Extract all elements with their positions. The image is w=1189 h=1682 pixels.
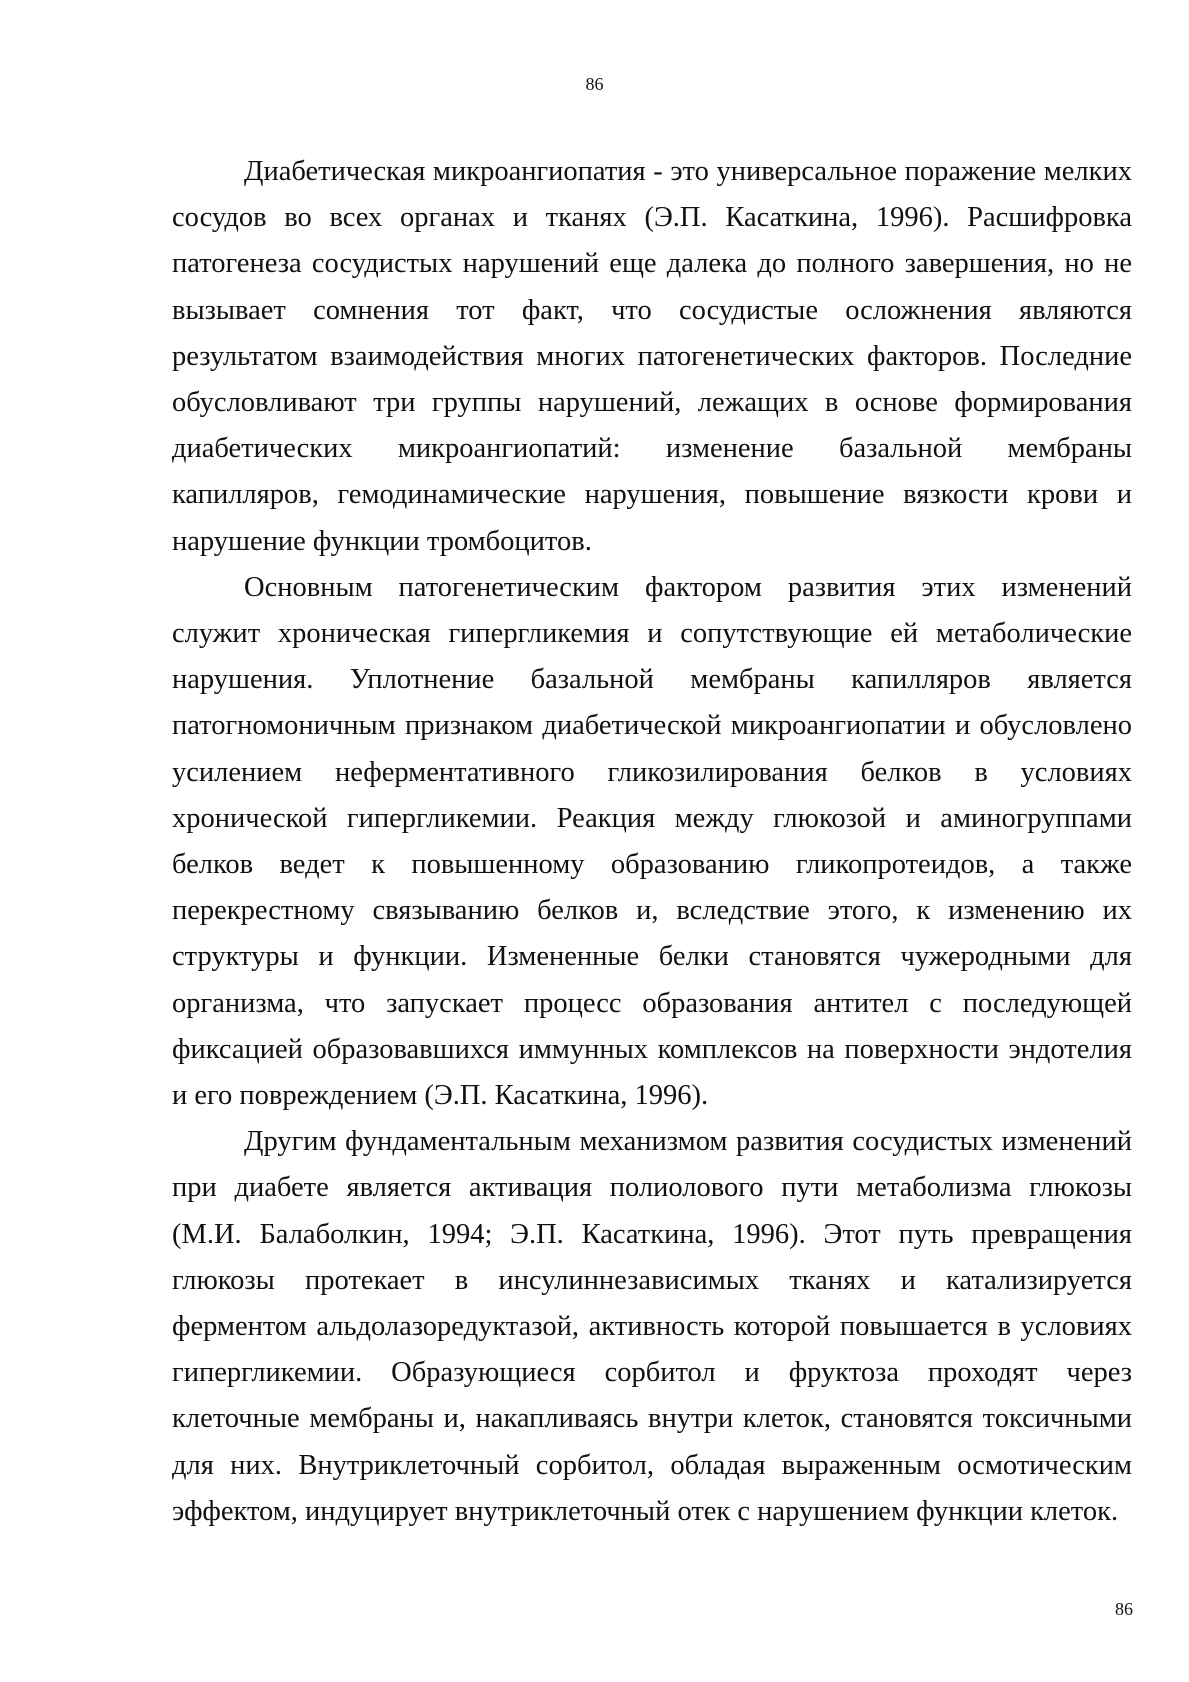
paragraph-1: Диабетическая микроангиопатия - это универсальное поражение мелких сосудов во всех органах и тканях (Э.П. Касаткина, 1996). Расшифровка патогенеза сосудистых нарушений еще далека до полного завершения, но не вызывает сомнения тот факт, что сосудистые осложнения являются результатом взаимодействия многих патогенетических факторов. Последние обусловливают три группы нарушений, лежащих в основе формирования диабетических микроангиопатий: изменение базальной мембраны капилляров, гемодинамические нарушения, повышение вязкости крови и нарушение функции тромбоцитов. (172, 156, 1132, 557)
page-number-bottom: 86 (1115, 1599, 1133, 1619)
body-text (172, 149, 1132, 1535)
paragraph-2: Основным патогенетическим фактором развития этих изменений служит хроническая гипергликемия и сопутствующие ей метаболические нарушения. Уплотнение базальной мембраны капилляров является патогномоничным признаком диабетической микроангиопатии и обусловлено усилением неферментативного гликозилирования белков в условиях хронической гипергликемии. Реакция между глюкозой и аминогруппами белков ведет к повышенному образованию гликопротеидов, а также перекрестному связыванию белков и, вследствие этого, к изменению их структуры и функции. Измененные белки становятся чужеродными для организма, что запускает процесс образования антител с последующей фиксацией образовавшихся иммунных комплексов на поверхности эндотелия и его повреждением (Э.П. Касаткина, 1996). (172, 571, 1132, 1112)
page-number-top: 86 (585, 74, 604, 94)
paragraph-3: Другим фундаментальным механизмом развития сосудистых изменений при диабете является активация полиолового пути метаболизма глюкозы (М.И. Балаболкин, 1994; Э.П. Касаткина, 1996). Этот путь превращения глюкозы протекает в инсулиннезависимых тканях и катализируется ферментом альдолазоредуктазой, активность которой повышается в условиях гипергликемии. Образующиеся сорбитол и фруктоза проходят через клеточные мембраны и, накапливаясь внутри клеток, становятся токсичными для них. Внутриклеточный сорбитол, обладая выраженным осмотическим эффектом, индуцирует внутриклеточный отек с нарушением функции клеток. (172, 1126, 1132, 1527)
